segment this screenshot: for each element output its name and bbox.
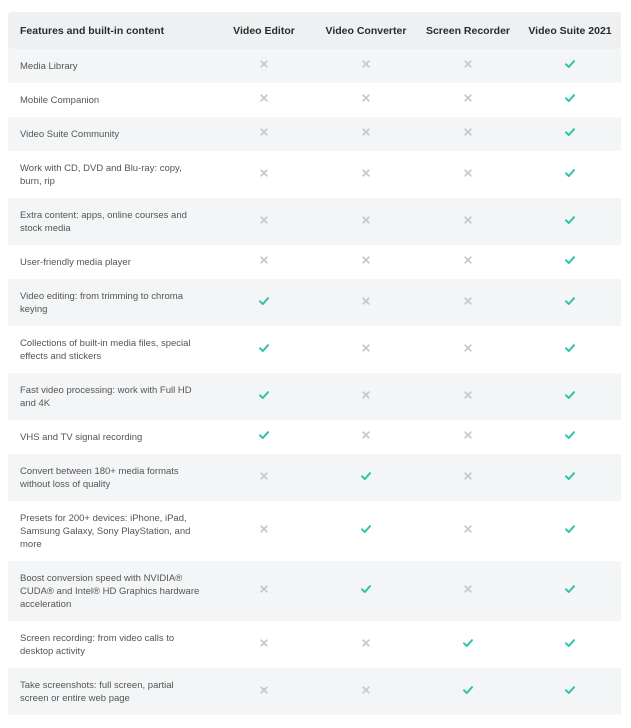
- feature-label: Screen recording: from video calls to desktop activity: [20, 632, 175, 657]
- availability-cell: [417, 522, 519, 540]
- availability-cell: [213, 469, 315, 487]
- cross-icon: [360, 684, 372, 696]
- check-icon: [564, 523, 576, 535]
- availability-cell: [213, 388, 315, 406]
- availability-cell: [213, 636, 315, 654]
- table-row: [8, 279, 621, 326]
- cross-icon: [360, 389, 372, 401]
- table-row: [8, 151, 621, 198]
- header-features: Features and built-in content: [20, 24, 165, 37]
- availability-cell: [519, 522, 621, 540]
- table-row: [8, 420, 621, 454]
- cross-icon: [360, 214, 372, 226]
- availability-cell: [213, 213, 315, 231]
- table-row: [8, 501, 621, 561]
- availability-cell: [213, 57, 315, 75]
- header-video-converter: Video Converter: [325, 24, 407, 37]
- check-icon: [564, 92, 576, 104]
- feature-label: Convert between 180+ media formats without loss of quality: [20, 465, 179, 490]
- cross-icon: [462, 429, 474, 441]
- availability-cell: [417, 213, 519, 231]
- availability-cell: [315, 428, 417, 446]
- availability-cell: [519, 683, 621, 701]
- cross-icon: [360, 92, 372, 104]
- cross-icon: [462, 167, 474, 179]
- feature-label: Media Library: [20, 60, 78, 72]
- table-row: [8, 621, 621, 668]
- availability-cell: [519, 582, 621, 600]
- cross-icon: [258, 583, 270, 595]
- check-icon: [258, 342, 270, 354]
- table-row: [8, 245, 621, 279]
- availability-cell: [519, 341, 621, 359]
- cross-icon: [462, 254, 474, 266]
- cross-icon: [360, 167, 372, 179]
- availability-cell: [417, 57, 519, 75]
- check-icon: [462, 684, 474, 696]
- cross-icon: [258, 214, 270, 226]
- check-icon: [258, 429, 270, 441]
- availability-cell: [417, 683, 519, 701]
- header-video-suite-2021: Video Suite 2021: [528, 24, 612, 37]
- availability-cell: [519, 636, 621, 654]
- check-icon: [360, 583, 372, 595]
- check-icon: [564, 583, 576, 595]
- availability-cell: [519, 428, 621, 446]
- availability-cell: [417, 125, 519, 143]
- cross-icon: [360, 254, 372, 266]
- availability-cell: [519, 91, 621, 109]
- availability-cell: [417, 91, 519, 109]
- feature-label: Boost conversion speed with NVIDIA® CUDA® and Intel® HD Graphics hardware acceleration: [20, 572, 200, 610]
- cross-icon: [258, 167, 270, 179]
- availability-cell: [315, 388, 417, 406]
- availability-cell: [315, 253, 417, 271]
- availability-cell: [417, 428, 519, 446]
- cross-icon: [462, 342, 474, 354]
- table-row: [8, 198, 621, 245]
- cross-icon: [462, 92, 474, 104]
- check-icon: [564, 429, 576, 441]
- availability-cell: [315, 522, 417, 540]
- availability-cell: [315, 582, 417, 600]
- availability-cell: [315, 91, 417, 109]
- check-icon: [258, 389, 270, 401]
- availability-cell: [315, 294, 417, 312]
- check-icon: [564, 167, 576, 179]
- availability-cell: [315, 125, 417, 143]
- check-icon: [360, 470, 372, 482]
- availability-cell: [519, 388, 621, 406]
- availability-cell: [213, 125, 315, 143]
- availability-cell: [315, 213, 417, 231]
- availability-cell: [213, 253, 315, 271]
- availability-cell: [213, 522, 315, 540]
- feature-label: Fast video processing: work with Full HD and 4K: [20, 384, 192, 409]
- table-header: [8, 12, 621, 49]
- table-row: [8, 454, 621, 501]
- availability-cell: [315, 636, 417, 654]
- cross-icon: [462, 583, 474, 595]
- cross-icon: [258, 126, 270, 138]
- table-row: [8, 668, 621, 715]
- check-icon: [564, 637, 576, 649]
- check-icon: [564, 389, 576, 401]
- feature-label: Collections of built-in media files, special effects and stickers: [20, 337, 191, 362]
- comparison-table: [8, 12, 621, 715]
- cross-icon: [258, 523, 270, 535]
- cross-icon: [462, 126, 474, 138]
- availability-cell: [213, 91, 315, 109]
- table-row: [8, 117, 621, 151]
- cross-icon: [462, 295, 474, 307]
- availability-cell: [519, 253, 621, 271]
- availability-cell: [213, 582, 315, 600]
- availability-cell: [519, 294, 621, 312]
- table-row: [8, 83, 621, 117]
- feature-label: User-friendly media player: [20, 256, 131, 268]
- cross-icon: [360, 429, 372, 441]
- feature-label: Video Suite Community: [20, 128, 120, 140]
- cross-icon: [360, 58, 372, 70]
- feature-label: Extra content: apps, online courses and stock media: [20, 209, 187, 234]
- cross-icon: [258, 92, 270, 104]
- cross-icon: [360, 637, 372, 649]
- check-icon: [258, 295, 270, 307]
- check-icon: [564, 342, 576, 354]
- cross-icon: [258, 470, 270, 482]
- availability-cell: [315, 683, 417, 701]
- availability-cell: [417, 582, 519, 600]
- feature-label: VHS and TV signal recording: [20, 431, 143, 443]
- availability-cell: [417, 469, 519, 487]
- feature-label: Mobile Companion: [20, 94, 100, 106]
- cross-icon: [462, 214, 474, 226]
- table-row: [8, 326, 621, 373]
- table-row: [8, 373, 621, 420]
- check-icon: [564, 126, 576, 138]
- availability-cell: [519, 57, 621, 75]
- availability-cell: [213, 166, 315, 184]
- availability-cell: [519, 125, 621, 143]
- header-screen-recorder: Screen Recorder: [425, 24, 511, 37]
- table-row: [8, 49, 621, 83]
- availability-cell: [519, 469, 621, 487]
- availability-cell: [213, 683, 315, 701]
- table-row: [8, 561, 621, 621]
- availability-cell: [315, 166, 417, 184]
- availability-cell: [417, 166, 519, 184]
- feature-label: Work with CD, DVD and Blu-ray: copy, burn, rip: [20, 162, 182, 187]
- check-icon: [564, 58, 576, 70]
- availability-cell: [315, 57, 417, 75]
- availability-cell: [417, 388, 519, 406]
- availability-cell: [417, 341, 519, 359]
- availability-cell: [315, 469, 417, 487]
- header-video-editor: Video Editor: [233, 24, 295, 37]
- availability-cell: [519, 166, 621, 184]
- cross-icon: [360, 126, 372, 138]
- availability-cell: [417, 636, 519, 654]
- availability-cell: [213, 294, 315, 312]
- availability-cell: [315, 341, 417, 359]
- cross-icon: [462, 389, 474, 401]
- check-icon: [564, 254, 576, 266]
- check-icon: [564, 214, 576, 226]
- availability-cell: [213, 428, 315, 446]
- cross-icon: [462, 523, 474, 535]
- availability-cell: [417, 294, 519, 312]
- cross-icon: [462, 470, 474, 482]
- cross-icon: [258, 684, 270, 696]
- feature-label: Take screenshots: full screen, partial screen or entire web page: [20, 679, 174, 704]
- cross-icon: [258, 637, 270, 649]
- check-icon: [360, 523, 372, 535]
- feature-label: Presets for 200+ devices: iPhone, iPad, Samsung Galaxy, Sony PlayStation, and more: [20, 512, 191, 550]
- cross-icon: [360, 342, 372, 354]
- cross-icon: [258, 58, 270, 70]
- check-icon: [564, 684, 576, 696]
- cross-icon: [258, 254, 270, 266]
- cross-icon: [462, 58, 474, 70]
- availability-cell: [519, 213, 621, 231]
- check-icon: [564, 295, 576, 307]
- table-body: [8, 49, 621, 715]
- availability-cell: [417, 253, 519, 271]
- check-icon: [462, 637, 474, 649]
- check-icon: [564, 470, 576, 482]
- availability-cell: [213, 341, 315, 359]
- cross-icon: [360, 295, 372, 307]
- feature-label: Video editing: from trimming to chroma keying: [20, 290, 183, 315]
